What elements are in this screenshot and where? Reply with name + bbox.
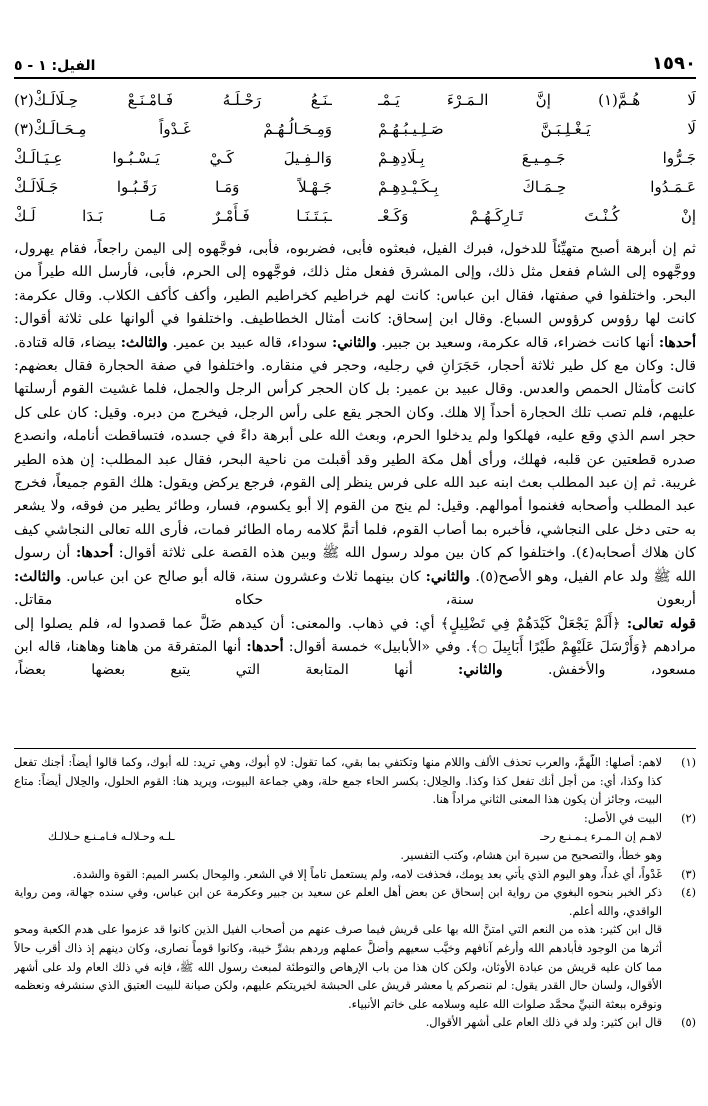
verse-first-hemistich: عَـمَـدُوا حِـمَـاكَ بِـكَـيْـدِهِـمْ bbox=[378, 178, 696, 196]
footnote-number: (٢) bbox=[681, 811, 696, 825]
footnote-text: البيت في الأصل: bbox=[583, 811, 662, 825]
paragraph-text: ثم إن أبرهة أصبح متهيِّئاً للدخول، فبرك الفيل، فبعثوه فأبى، فضربوه، فأبى، فوجَّهوه إلى اليمن راجعاً، فقام يهرول، ووجَّهوه إلى الشام ففعل مثل ذلك، وإلى المشرق ففعل مثل ذلك، فوجَّهوه إلى الحرم، فأبى، فأرسل الله طيراً من البحر. واختلفوا في صفتها، فقال ابن عباس: كانت لهم خراطيم كخراطيم الطير، وأكف كأكف الكلاب. وقال عكرمة: كانت لها رؤوس كرؤوس السباع. وقال ابن إسحاق: كانت أمثال الخطاطيف. واختلفوا في ألوانها على ثلاثة أقوال: bbox=[14, 241, 696, 328]
footnote bbox=[14, 884, 696, 921]
poem-verse bbox=[14, 115, 696, 144]
footnote bbox=[14, 810, 696, 829]
footnote-number: (٥) bbox=[681, 1016, 696, 1030]
footnote-text: قال ابن كثير: ولد في ذلك العام على أشهر الأقوال. bbox=[425, 1016, 662, 1030]
footnote-number: (٤) bbox=[681, 886, 696, 900]
verse-second-hemistich: ـنَـعُ رَحْـلَـهُ فَـامْـنَـعْ حِـلَالَـكْ(٢) bbox=[14, 91, 332, 109]
footnote-rule bbox=[14, 748, 696, 749]
page-header bbox=[14, 52, 696, 74]
footnote-verse bbox=[14, 828, 696, 847]
verse-second-hemistich: وَالـفِـيلَ كَـيْ يَـسْـبُـوا عِـيَـالَـكْ bbox=[14, 149, 332, 167]
enumeration-label: والثاني: bbox=[425, 568, 471, 585]
header-rule bbox=[14, 77, 696, 79]
poem-verse bbox=[14, 173, 696, 202]
poem-verse bbox=[14, 202, 696, 231]
footnote-text: غَدْواً، أي غداً، وهو اليوم الذي يأتي بعد يومك، فحذفت لامه، ولم يستعمل تاماً إلا في الشعر. والمِحال بكسر الميم: القوة والشدة. bbox=[72, 867, 662, 881]
footnote-number: (١) bbox=[681, 756, 696, 769]
paragraph-text: كان بينهما ثلاث وعشرون سنة، قاله أبو صالح عن ابن عباس. bbox=[66, 568, 421, 585]
paragraph bbox=[14, 238, 696, 613]
verse-second-hemistich: ـبَـتَـنَـا فَـأَمْـرٌ مَـا بَـدَا لَـكْ bbox=[14, 207, 332, 225]
poem-verse bbox=[14, 144, 696, 173]
footnote bbox=[14, 1014, 696, 1033]
verse-commentary-lead: قوله تعالى: bbox=[626, 615, 696, 632]
paragraph-text: أنها المتفرقة من هاهنا وهاهنا، قاله ابن مسعود، والأخفش. bbox=[14, 638, 696, 679]
footnote-text: قال ابن كثير: هذه من النعم التي امتنَّ الله بها على قريش فيما صرف عنهم من أصحاب الفيل الذين كانوا قد عزموا على هدم الكعبة ومحو أثرها من الوجود فأبادهم الله وأرغم آنافهم وخيَّب سعيهم وأضلَّ عملهم وردهم بشرِّ خيبة، وكانوا قوماً نصارى، وكان دينهم إذ ذاك أقرب حالاً مما كان عليه قريش من عبادة الأوثان، ولكن كان هذا من باب الإرهاص والتوطئة لمبعث رسول الله ﷺ، فإنه في ذلك العام ولد على أشهر الأقوال، ولسان حال القدر يقول: لم ننصركم يا معشر قريش على الحبشة لخيريتكم عليهم، ولكن صيانة للبيت العتيق الذي سنشرفه ونعظمه ونوقره ببعثة النبيِّ محمَّد صلوات الله عليه وسلامه على خاتم الأنبياء. bbox=[14, 923, 662, 1011]
enumeration-label: والثاني: bbox=[458, 662, 503, 679]
footnote-number bbox=[668, 921, 696, 1014]
paragraph-text: أنها كانت خضراء، قاله عكرمة، وسعيد بن جبير. bbox=[381, 334, 655, 351]
footnote bbox=[14, 866, 696, 885]
footnote-text: وهو خطأ، والتصحيح من سيرة ابن هشام، وكتب التفسير. bbox=[400, 848, 662, 862]
paragraph-text: ﴿أَلَمْ يَجْعَلْ كَيْدَهُمْ فِي تَضْلِيلٍ﴾ أي: في ذهاب. والمعنى: أن كيدهم ضَلَّ عما قصدوا له، فلم يصلوا إلى مرادهم ﴿وَأَرْسَلَ عَلَيْهِمْ طَيْرًا أَبَابِيلَ ۝﴾. وفي «الأبابيل» خمسة أقوال: bbox=[14, 615, 696, 655]
footnote bbox=[14, 754, 696, 810]
main-text bbox=[14, 238, 696, 706]
enumeration-label: والثالث: bbox=[120, 334, 168, 351]
verse-first-hemistich: جَـرُّوا جَـمِـيـعَ بِـلَادِهِـمْ bbox=[378, 149, 696, 167]
verse-second-hemistich: جَـهْـلاً وَمَـا رَقَـبُـوا جَـلَالَـكْ bbox=[14, 178, 332, 196]
poem-verse bbox=[14, 86, 696, 115]
footnote bbox=[14, 847, 696, 866]
paragraph-text: أن رسول الله ﷺ ولد عام الفيل، وهو الأصح(٥). bbox=[14, 545, 696, 585]
paragraph bbox=[14, 613, 696, 683]
footnote-text: لاهم: أصلها: اللَّهمَّ، والعرب تحذف الألف واللام منها وتكتفي بما بقي، كما تقول: لاهِ أبوك، وهي تريد: لله أبوك، وكما قالوا أيضاً: أجنك تفعل كذا وكذا، أي: من أجل أنك تفعل كذا وكذا. والحِلال: بكسر الحاء جمع حلة، وهي جماعة البيوت، ويريد هنا: القوم الحلول، والحِلال أيضاً: متاع البيت، وجائز أن يكون هذا المعنى الثاني مراداً هنا. bbox=[14, 756, 662, 807]
footnote-text: ذكر الخبر بنحوه البغوي من رواية ابن إسحاق عن بعض أهل العلم عن سعيد بن جبير وعكرمة عن ابن عباس، وفي سنده جهالة، ومن رواية الواقدي، والله أعلم. bbox=[14, 886, 662, 918]
page-number: ١٥٩٠ bbox=[652, 53, 696, 74]
verse-second-hemistich: وَمِـحَـالُـهُـمْ غَـدْواً مِـحَـالَـكْ(٣) bbox=[14, 120, 332, 138]
enumeration-label: أحدها: bbox=[75, 545, 114, 562]
verse-second-hemistich: ـلـه وحـلالـه فـامـنـع حـلالـك bbox=[48, 830, 175, 844]
footnote bbox=[14, 921, 696, 1014]
footnote-number bbox=[668, 847, 696, 866]
paragraph-text: أنها المتابعة التي يتبع بعضها بعضاً، bbox=[14, 662, 413, 679]
enumeration-label: والثالث: bbox=[14, 568, 62, 585]
footnote-number: (٣) bbox=[681, 867, 696, 881]
page bbox=[14, 0, 696, 1106]
poem bbox=[14, 86, 696, 234]
paragraph-text: سوداء، قاله عبيد بن عمير. bbox=[172, 334, 328, 351]
paragraph-text: بيضاء، قاله قتادة. قال: وكان مع كل طير ثلاثة أحجار، حَجَرَانِ في رجليه، وحجر في منقاره. واختلفوا في صفة الحجارة فقال بعضهم: كانت كأمثال الحمص والعدس. وقال عبيد بن عمير: بل كان الحجر كرأس الرجل والجمل، فلما غشيت القوم أرسلتها عليهم، فلم تصب تلك الحجارة أحداً إلا هلك. وكان الحجر يقع على رأس الرجل، فيخرج من دبره. وقيل: كان على كل حجر اسم الذي وقع عليه، فهلكوا ولم يدخلوا الحرم، وبعث الله على أبرهة داءً في جسده، فتساقطت أنامله، وانصدع صدره قطعتين عن قلبه، فهلك، ورأى أهل مكة الطير وقد أقبلت من ناحية البحر، فقال عبد المطلب: إن هذه الطير غريبة. ثم إن عبد المطلب بعث ابنه عبد الله على فرس ينظر إلى القوم، فرجع يركض ويقول: هلك القوم جميعاً، فخرج عبد المطلب وأصحابه فغنموا أموالهم. وقيل: لم ينج من القوم إلا أبو يكسوم، فسار، وطائر يطير من فوقه، ولا يشعر به حتى دخل على النجاشي، فأخبره بما أصاب القوم، فلما أتمَّ كلامه رماه الطائر فمات، فأرى الله تعالى النجاشي كيف كان هلاك أصحابه(٤). واختلفوا كم كان بين مولد رسول الله ﷺ وبين هذه القصة على ثلاثة أقوال: bbox=[14, 334, 696, 562]
verse-first-hemistich: لاهـم إن الـمـرء يـمـنـع رحـ bbox=[540, 830, 662, 844]
verse-first-hemistich: لَا يَـغْـلِـبَـنَّ صَـلِـيـبُـهُـمْ bbox=[378, 120, 696, 138]
enumeration-label: أحدها: bbox=[246, 638, 284, 655]
verse-first-hemistich: لَا هُـمَّ(١) إنَّ الـمَـرْءَ يَـمْـ bbox=[378, 91, 696, 109]
enumeration-label: أحدها: bbox=[658, 334, 696, 351]
footnotes bbox=[14, 754, 696, 1094]
verse-first-hemistich: إنْ كُـنْـتَ تَـارِكَـهُـمْ وَكَـعْـ bbox=[378, 207, 696, 225]
enumeration-label: والثاني: bbox=[331, 334, 377, 351]
running-title: الفيل: ١ - ٥ bbox=[14, 58, 96, 74]
paragraph-text: أربعون سنة، حكاه مقاتل. bbox=[14, 592, 696, 609]
